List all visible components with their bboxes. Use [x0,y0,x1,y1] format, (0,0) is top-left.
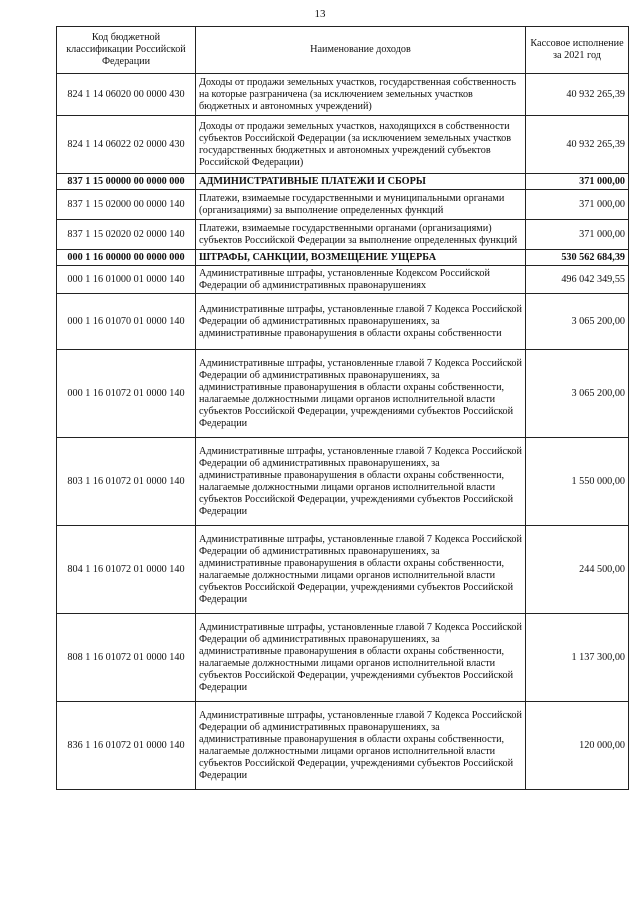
row-sum: 371 000,00 [526,174,629,190]
row-name: АДМИНИСТРАТИВНЫЕ ПЛАТЕЖИ И СБОРЫ [196,174,526,190]
row-code: 000 1 16 01000 01 0000 140 [57,266,196,294]
row-sum: 3 065 200,00 [526,350,629,438]
table-header-row [57,27,629,74]
table-row [57,294,629,350]
row-code: 808 1 16 01072 01 0000 140 [57,614,196,702]
table-row [57,702,629,790]
table-row [57,220,629,250]
row-name: Административные штрафы, установленные главой 7 Кодекса Российской Федерации об административных правонарушениях, за административные правонарушения в области охраны собственности [196,294,526,350]
row-code: 836 1 16 01072 01 0000 140 [57,702,196,790]
row-code: 000 1 16 00000 00 0000 000 [57,250,196,266]
row-name: Административные штрафы, установленные главой 7 Кодекса Российской Федерации об административных правонарушениях, за административные правонарушения в области охраны собственности, налагаемые должностными лицами органов исполнительной власти субъектов Российской Федерации, учреждениями субъектов Российской Федерации [196,526,526,614]
row-sum: 244 500,00 [526,526,629,614]
row-name: Административные штрафы, установленные главой 7 Кодекса Российской Федерации об административных правонарушениях, за административные правонарушения в области охраны собственности, налагаемые должностными лицами органов исполнительной власти субъектов Российской Федерации, учреждениями субъектов Российской Федерации [196,702,526,790]
row-sum: 120 000,00 [526,702,629,790]
row-sum: 3 065 200,00 [526,294,629,350]
row-sum: 40 932 265,39 [526,74,629,116]
row-code: 000 1 16 01072 01 0000 140 [57,350,196,438]
row-code: 000 1 16 01070 01 0000 140 [57,294,196,350]
row-code: 824 1 14 06020 00 0000 430 [57,74,196,116]
row-sum: 496 042 349,55 [526,266,629,294]
row-sum: 1 137 300,00 [526,614,629,702]
table-row [57,614,629,702]
row-code: 804 1 16 01072 01 0000 140 [57,526,196,614]
row-code: 803 1 16 01072 01 0000 140 [57,438,196,526]
row-name: Доходы от продажи земельных участков, государственная собственность на которые разграничена (за исключением земельных участков бюджетных и автономных учреждений) [196,74,526,116]
table-row [57,266,629,294]
row-name: ШТРАФЫ, САНКЦИИ, ВОЗМЕЩЕНИЕ УЩЕРБА [196,250,526,266]
row-sum: 1 550 000,00 [526,438,629,526]
table-body [57,74,629,790]
table-row [57,116,629,174]
page-number: 13 [314,8,326,20]
table-row [57,438,629,526]
row-name: Платежи, взимаемые государственными и муниципальными органами (организациями) за выполнение определенных функций [196,190,526,220]
header-sum: Кассовое исполнение за 2021 год [526,27,629,74]
table-row [57,190,629,220]
row-sum: 530 562 684,39 [526,250,629,266]
table-row [57,526,629,614]
row-name: Административные штрафы, установленные Кодексом Российской Федерации об административных правонарушениях [196,266,526,294]
row-name: Административные штрафы, установленные главой 7 Кодекса Российской Федерации об административных правонарушениях, за административные правонарушения в области охраны собственности, налагаемые должностными лицами органов исполнительной власти субъектов Российской Федерации, учреждениями субъектов Российской Федерации [196,438,526,526]
row-code: 837 1 15 02000 00 0000 140 [57,190,196,220]
row-code: 837 1 15 00000 00 0000 000 [57,174,196,190]
table-row [57,250,629,266]
table-row [57,174,629,190]
row-name: Доходы от продажи земельных участков, находящихся в собственности субъектов Российской Федерации (за исключением земельных участков государственных бюджетных и автономных учреждений субъектов Российской Федерации) [196,116,526,174]
table-row [57,74,629,116]
revenue-table [56,26,629,790]
table-row [57,350,629,438]
header-name: Наименование доходов [196,27,526,74]
row-sum: 371 000,00 [526,220,629,250]
row-code: 824 1 14 06022 02 0000 430 [57,116,196,174]
row-sum: 40 932 265,39 [526,116,629,174]
row-name: Административные штрафы, установленные главой 7 Кодекса Российской Федерации об административных правонарушениях, за административные правонарушения в области охраны собственности, налагаемые должностными лицами органов исполнительной власти субъектов Российской Федерации, учреждениями субъектов Российской Федерации [196,614,526,702]
row-name: Платежи, взимаемые государственными органами (организациями) субъектов Российской Федерации за выполнение определенных функций [196,220,526,250]
row-sum: 371 000,00 [526,190,629,220]
row-name: Административные штрафы, установленные главой 7 Кодекса Российской Федерации об административных правонарушениях, за административные правонарушения в области охраны собственности, налагаемые должностными лицами органов исполнительной власти субъектов Российской Федерации, учреждениями субъектов Российской Федерации [196,350,526,438]
header-code: Код бюджетной классификации Российской Федерации [57,27,196,74]
row-code: 837 1 15 02020 02 0000 140 [57,220,196,250]
